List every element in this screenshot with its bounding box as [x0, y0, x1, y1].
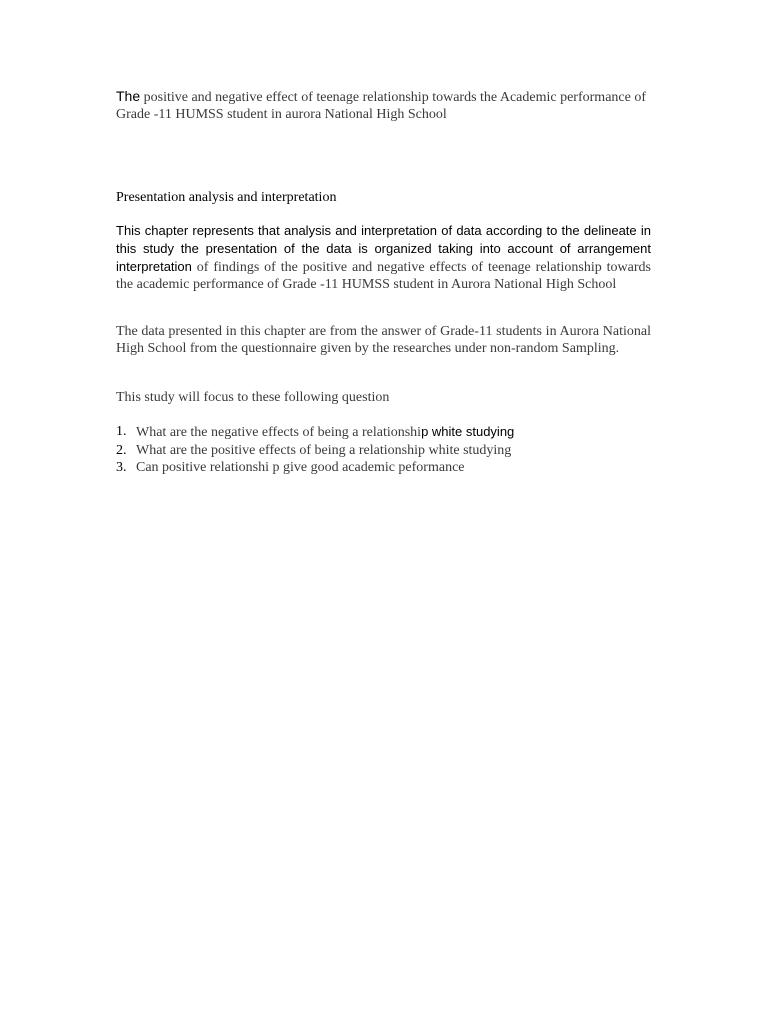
- list-item-text-main: What are the negative effects of being a relationshi: [136, 425, 422, 440]
- list-item: [116, 423, 651, 442]
- section-heading: Presentation analysis and interpretation: [116, 190, 337, 205]
- paragraph-data-source: The data presented in this chapter are from the answer of Grade-11 students in Aurora National High School from the questionnaire given by the researches under non-random Sampling.: [116, 324, 651, 356]
- list-item: [116, 442, 651, 460]
- document-title-lead: The: [116, 88, 141, 104]
- list-item-number: 1.: [116, 424, 127, 439]
- question-list: [116, 423, 651, 477]
- document-title: [116, 88, 656, 123]
- document-title-rest: positive and negative effect of teenage relationship towards the Academic performance of Grade -11 HUMSS student in aurora National High School: [116, 90, 646, 122]
- list-item-number: 2.: [116, 442, 127, 458]
- paragraph-analysis-part1: This chapter represents that analysis and interpretation of data according to the delineate in this study: [116, 223, 651, 256]
- list-item-text: Can positive relationshi p give good academic peformance: [136, 460, 465, 475]
- list-item-text: What are the positive effects of being a relationship white studying: [136, 442, 512, 458]
- list-item-text: [136, 423, 514, 442]
- list-item-text-tail: p white studying: [421, 424, 515, 439]
- list-item-number: 3.: [116, 460, 127, 475]
- paragraph-analysis: [116, 222, 651, 293]
- paragraph-focus: This study will focus to these following question: [116, 390, 390, 405]
- list-item: [116, 459, 651, 477]
- paragraph-analysis-part3: of findings of the positive and negative effects of teenage relationship towards the academic performance of Grade -11 HUMSS student in Aurora National High School: [116, 260, 651, 292]
- paragraph-analysis-part2: the presentation of the data is organized taking into account of arrangement interpretation: [116, 241, 651, 274]
